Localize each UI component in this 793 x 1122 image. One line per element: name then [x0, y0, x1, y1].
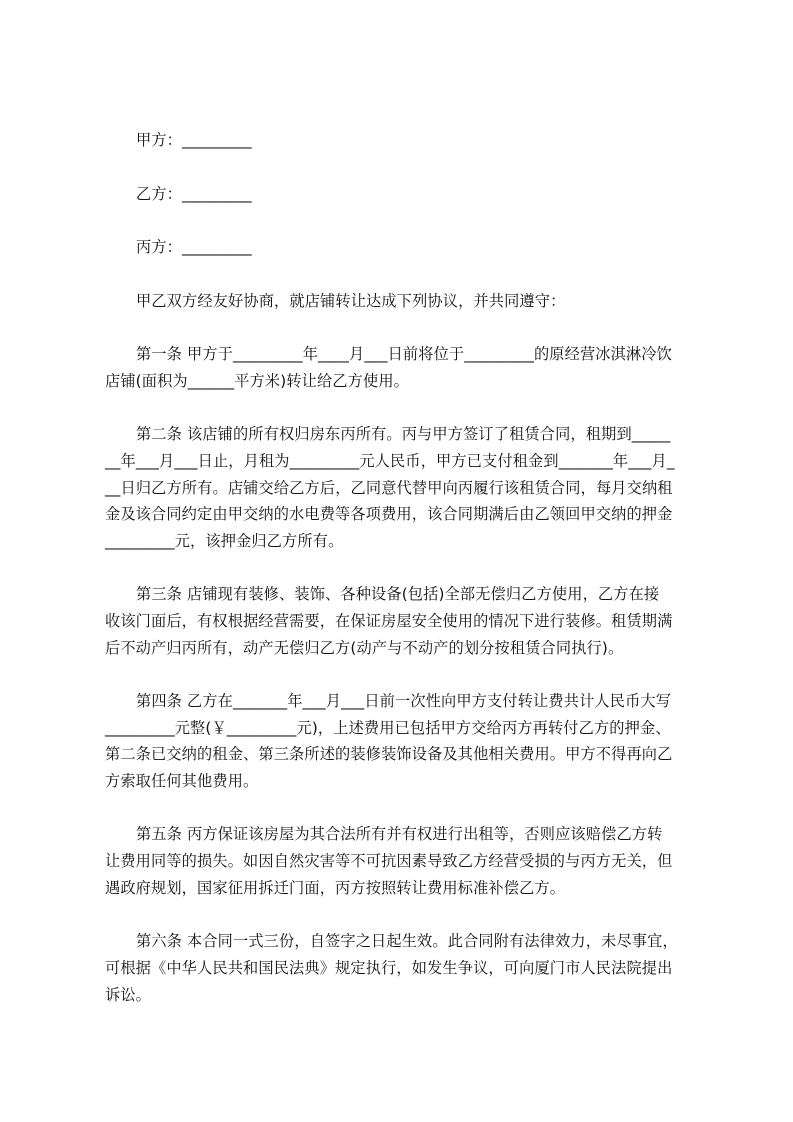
party-c-line: 丙方：_________ [136, 238, 252, 256]
article-5-line-2: 让费用同等的损失。如因自然灾害等不可抗因素导致乙方经营受损的与丙方无关，但 [105, 852, 673, 870]
party-b-line: 乙方：_________ [136, 185, 252, 203]
article-2-line-5: _________元，该押金归乙方所有。 [105, 532, 344, 550]
article-6-line-2: 可根据《中华人民共和国民法典》规定执行，如发生争议，可向厦门市人民法院提出 [105, 959, 673, 977]
article-4-line-2: _________元整(￥_________元)，上述费用已包括甲方交给丙方再转付乙方的押金、 [105, 719, 671, 737]
article-2-line-3: __日归乙方所有。店铺交给乙方后，乙同意代替甲向丙履行该租赁合同，每月交纳租 [105, 479, 673, 497]
article-1-line-2: 店铺(面积为______平方米)转让给乙方使用。 [105, 372, 410, 390]
article-3-line-3: 后不动产归丙所有，动产无偿归乙方(动产与不动产的划分按租赁合同执行)。 [105, 639, 624, 657]
intro-paragraph: 甲乙双方经友好协商，就店铺转让达成下列协议，并共同遵守： [136, 292, 566, 310]
article-2-line-2: __年___月___日止，月租为_________元人民币，甲方已支付租金到_______年___月_ [105, 452, 675, 470]
article-2-line-1: 第二条 该店铺的所有权归房东丙所有。丙与甲方签订了租赁合同，租期到_____ [136, 425, 671, 443]
party-a-line: 甲方：_________ [136, 131, 252, 149]
article-4-line-4: 方索取任何其他费用。 [105, 772, 259, 790]
article-6-line-3: 诉讼。 [105, 986, 152, 1004]
article-2-line-4: 金及该合同约定由甲交纳的水电费等各项费用，该合同期满后由乙领回甲交纳的押金 [105, 505, 673, 523]
article-3-line-1: 第三条 店铺现有装修、装饰、各种设备(包括)全部无偿归乙方使用，乙方在接 [136, 585, 660, 603]
article-6-line-1: 第六条 本合同一式三份，自签字之日起生效。此合同附有法律效力，未尽事宜， [136, 932, 678, 950]
article-3-line-2: 收该门面后，有权根据经营需要，在保证房屋安全使用的情况下进行装修。租赁期满 [105, 612, 673, 630]
article-5-line-3: 遇政府规划，国家征用拆迁门面，丙方按照转让费用标准补偿乙方。 [105, 879, 566, 897]
article-1-line-1: 第一条 甲方于_________年____月___日前将位于_________的原经营冰淇淋冷饮 [136, 345, 672, 363]
article-4-line-3: 第二条已交纳的租金、第三条所述的装修装饰设备及其他相关费用。甲方不得再向乙 [105, 745, 673, 763]
article-5-line-1: 第五条 丙方保证该房屋为其合法所有并有权进行出租等，否则应该赔偿乙方转 [136, 825, 663, 843]
article-4-line-1: 第四条 乙方在_______年___月___日前一次性向甲方支付转让费共计人民币大写 [136, 692, 672, 710]
